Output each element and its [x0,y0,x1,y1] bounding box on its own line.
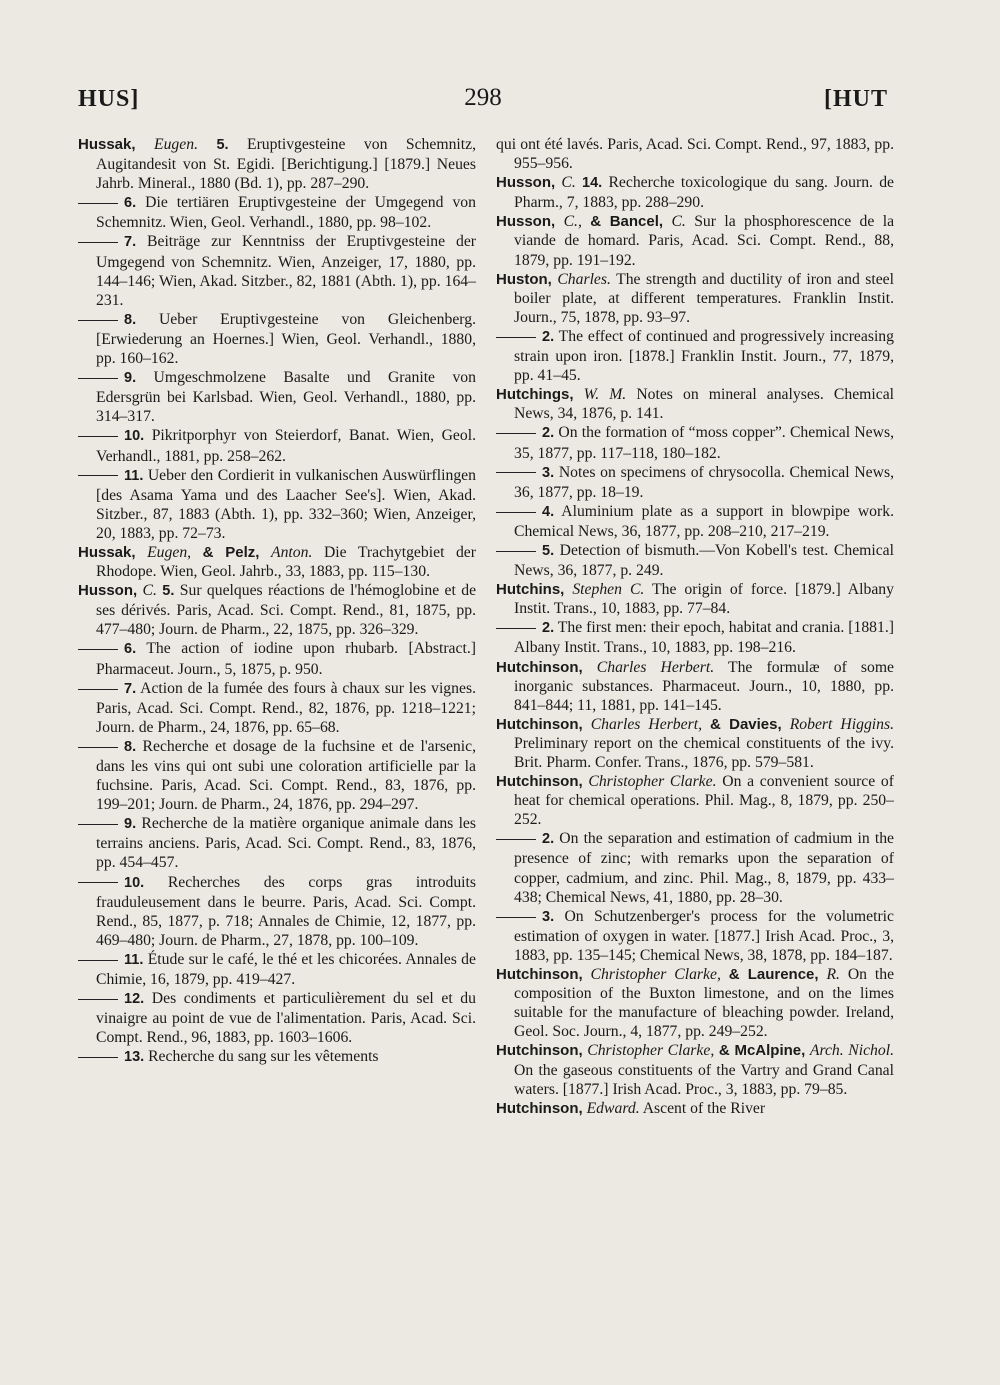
bibliography-subentry [78,989,476,1047]
entry-number: 14. [582,175,603,192]
author-surname: Husson, [496,213,556,231]
bibliography-entry [496,772,894,829]
author-surname: Hutchinson, [496,966,583,984]
bibliography-entry [496,715,894,772]
bibliography-subentry [78,466,476,543]
bibliography-entry [496,385,894,423]
ditto-dash [496,472,536,473]
author-given-name: Eugen, [147,543,192,561]
page-header [78,86,888,116]
author-surname: Hutchinson, [496,715,583,733]
author-surname: Hutchinson, [496,1042,583,1060]
entry-text: On the separation and estimation of cadmium in the presence of zinc; with remarks upon the separation of copper, cadmium, and zinc. Phil. Mag., 8, 1879, pp. 433–438; Chemical News, 41, 1880, pp. 28–30. [514,830,895,906]
entry-number: 10. [124,428,145,445]
author-given-name: Eugen. [154,136,198,153]
entry-text: Recherche du sang sur les vêtements [148,1048,379,1066]
entry-text: Recherche de la matière organique animale dans les terrains anciens. Paris, Acad. Sci. Compt. Rend., 83, 1876, pp. 454–457. [96,815,476,872]
ditto-dash [78,649,118,650]
ditto-dash [78,1057,118,1058]
author-given-name: C., [563,213,582,231]
ditto-dash [78,882,118,883]
bibliography-subentry [496,618,894,657]
author-given-name: Charles. [557,270,611,288]
entry-text: On the gaseous constituents of the Vartry and Grand Canal waters. [1877.] Irish Acad. Proc., 3, 1883, pp. 79–85. [514,1061,894,1098]
ditto-dash [78,747,118,748]
ditto-dash [496,839,536,840]
entry-number: 6. [124,195,137,212]
bibliography-continuation [496,135,894,173]
entry-text: On a convenient source of heat for chemical operations. Phil. Mag., 8, 1879, pp. 250–252. [514,773,894,829]
entry-number: 12. [124,991,145,1008]
entry-text: Action de la fumée des fours à chaux sur les vignes. Paris, Acad. Sci. Compt. Rend., 82, 1876, pp. 1218–1221; Journ. de Pharm., 24, 1876, pp. 65–68. [96,679,476,736]
author-surname: Hutchinson, [496,658,583,676]
author-surname: Hussak, [78,543,136,561]
entry-number: 10. [124,874,145,891]
author-surname: Huston, [496,270,552,288]
author-surname: Husson, [78,582,138,600]
bibliography-subentry [496,541,894,580]
bibliography-subentry [78,310,476,368]
entry-text: Étude sur le café, le thé et les chicorées. Annales de Chimie, 16, 1879, pp. 419–427. [96,950,476,989]
coauthor-surname: & McAlpine, [718,1042,806,1060]
author-surname: Hutchings, [496,386,574,404]
author-given-name: Christopher Clarke. [588,773,717,791]
bibliography-subentry [78,193,476,232]
bibliography-entry [78,135,476,193]
bibliography-subentry [78,737,476,814]
entry-number: 2. [542,620,555,637]
ditto-dash [496,512,536,513]
coauthor-surname: & Laurence, [728,966,819,984]
entry-text: The formulæ of some inorganic substances. Pharmaceut. Journ., 10, 1880, pp. 841–844; 11, 1881, pp. 141–145. [514,658,895,714]
entry-number: 11. [124,467,144,484]
bibliography-subentry [78,426,476,465]
coauthor-given-name: C. [671,213,686,231]
entry-number: 8. [124,311,137,328]
bibliography-subentry [78,639,476,678]
author-surname: Hutchinson, [496,773,583,791]
entry-number: 6. [124,641,137,658]
entry-text: Notes on specimens of chrysocolla. Chemical News, 36, 1877, pp. 18–19. [514,463,894,501]
entry-number: 13. [124,1049,145,1066]
coauthor-given-name: Arch. Nichol. [809,1042,895,1060]
author-surname: Hussak, [78,136,136,153]
bibliography-entry [496,270,894,327]
bibliography-entry [496,1099,894,1118]
bibliography-subentry [496,829,894,906]
entry-text: Aluminium plate as a support in blowpipe work. Chemical News, 36, 1877, pp. 208–210, 217–219. [514,502,895,540]
bibliography-subentry [78,679,476,737]
bibliography-entry [78,581,476,639]
coauthor-surname: & Pelz, [202,543,260,561]
author-given-name: Stephen C. [572,581,645,599]
bibliography-subentry [496,423,894,462]
entry-text: Die tertiären Eruptivgesteine der Umgegend von Schemnitz. Wien, Geol. Verhandl., 1880, pp. 98–102. [96,194,476,232]
author-given-name: Charles Herbert, [590,715,702,733]
entry-number: 3. [542,908,555,925]
entry-number: 5. [216,137,229,153]
bibliography-subentry [78,873,476,950]
entry-number: 2. [542,328,555,345]
ditto-dash [496,551,536,552]
entry-text: On Schutzenberger's process for the volumetric estimation of oxygen in water. [1877.] Irish Acad. Proc., 3, 1883, pp. 135–145; Chemical News, 38, 1878, pp. 184–187. [514,907,894,964]
entry-number: 9. [124,370,137,387]
ditto-dash [496,433,536,434]
bibliography-subentry [78,950,476,989]
entry-number: 11. [124,951,144,968]
entry-text: Ascent of the River [642,1099,766,1117]
entry-number: 8. [124,738,137,755]
bibliography-subentry [78,814,476,872]
bibliography-subentry [496,463,894,502]
entry-text: Sur la phosphorescence de la viande de homard. Paris, Acad. Sci. Compt. Rend., 88, 1879, pp. 191–192. [514,213,895,269]
author-given-name: Christopher Clarke, [590,966,721,984]
author-surname: Hutchinson, [496,1099,583,1117]
ditto-dash [78,824,118,825]
entry-number: 4. [542,503,555,520]
bibliography-subentry [78,368,476,426]
ditto-dash [78,999,118,1000]
ditto-dash [78,689,118,690]
entry-text: The effect of continued and progressively increasing strain upon iron. [1878.] Franklin Instit. Journ., 77, 1879, pp. 41–45. [514,327,894,385]
author-surname: Husson, [496,174,556,192]
header-left-guide: HUS] [78,86,140,112]
entry-text: Notes on mineral analyses. Chemical News, 34, 1876, p. 141. [514,386,895,423]
bibliography-entry [496,173,894,212]
author-surname: Hutchins, [496,581,565,599]
author-given-name: Charles Herbert. [596,658,715,676]
entry-text: Die Trachytgebiet der Rhodope. Wien, Geol. Jahrb., 33, 1883, pp. 115–130. [96,543,476,581]
ditto-dash [78,436,118,437]
entry-number: 7. [124,680,137,697]
author-given-name: Christopher Clarke, [587,1042,715,1060]
ditto-dash [78,475,118,476]
entry-text: qui ont été lavés. Paris, Acad. Sci. Compt. Rend., 97, 1883, pp. 955–956. [496,136,894,173]
entry-text: Sur quelques réactions de l'hémoglobine et de ses dérivés. Paris, Acad. Sci. Compt. Rend., 81, 1875, pp. 477–480; Journ. de Pharm., 22, 1875, pp. 326–329. [96,582,477,639]
entry-text: Preliminary report on the chemical constituents of the ivy. Brit. Pharm. Confer. Trans., 1876, pp. 579–581. [514,734,894,771]
entry-text: Detection of bismuth.—Von Kobell's test. Chemical News, 36, 1877, p. 249. [514,541,895,580]
entry-text: Pikritporphyr von Steierdorf, Banat. Wien, Geol. Verhandl., 1881, pp. 258–262. [96,427,476,465]
bibliography-entry [496,965,894,1041]
coauthor-given-name: Anton. [271,543,313,561]
coauthor-surname: & Bancel, [590,213,664,231]
ditto-dash [78,203,118,204]
entry-text: The origin of force. [1879.] Albany Instit. Trans., 10, 1883, pp. 77–84. [514,581,894,618]
entry-text: Ueber den Cordierit in vulkanischen Auswürflingen [des Asama Yama und des Laacher See's]. Wien, Akad. Sitzber., 87, 1883 (Abth. 1), pp. 332–360; Wien, Anzeiger, 20, 1883, pp. 72–73. [96,466,476,542]
bibliography-entry [496,212,894,269]
entry-text: On the formation of “moss copper”. Chemical News, 35, 1877, pp. 117–118, 180–182. [514,424,894,462]
entry-text: The action of iodine upon rhubarb. [Abstract.] Pharmaceut. Journ., 5, 1875, p. 950. [96,640,476,678]
entry-number: 5. [542,542,555,559]
right-column [496,135,894,1118]
entry-text: The first men: their epoch, habitat and crania. [1881.] Albany Instit. Trans., 10, 1883, pp. 198–216. [514,619,894,657]
entry-text: On the composition of the Buxton limestone, and on the limes suitable for the manufacture of bleaching powder. Ireland, Geol. Soc. Journ., 4, 1877, pp. 249–252. [514,966,895,1041]
author-given-name: Edward. [586,1099,640,1117]
entry-text: Ueber Eruptivgesteine von Gleichenberg. [Erwiederung an Hoernes.] Wien, Geol. Verhandl., 1880, pp. 160–162. [96,310,476,368]
left-column [78,135,476,1068]
entry-text: Des condiments et particulièrement du sel et du vinaigre au point de vue de l'alimentation. Paris, Acad. Sci. Compt. Rend., 96, 1883, pp. 1603–1606. [96,990,476,1047]
header-right-guide: [HUT [824,86,888,112]
ditto-dash [78,378,118,379]
page-number: 298 [464,84,502,111]
entry-text: Beiträge zur Kenntniss der Eruptivgesteine der Umgegend von Schemnitz. Wien, Anzeiger, 17, 1880, pp. 144–146; Wien, Akad. Sitzber., 82, 1881 (Abth. 1), pp. 164–231. [96,233,477,309]
entry-text: Eruptivgesteine von Schemnitz, Augitandesit von St. Egidi. [Berichtigung.] [1879.] Neues Jahrb. Mineral., 1880 (Bd. 1), pp. 287–290. [96,136,477,193]
entry-number: 3. [542,464,555,481]
entry-number: 9. [124,816,137,833]
ditto-dash [78,320,118,321]
bibliography-entry [78,543,476,581]
author-given-name: C. [142,582,157,600]
entry-number: 2. [542,831,555,848]
ditto-dash [496,917,536,918]
bibliography-entry [496,1041,894,1098]
bibliography-entry [496,658,894,715]
bibliography-subentry [78,232,476,309]
bibliography-subentry [496,502,894,541]
bibliography-subentry [78,1047,476,1067]
entry-number: 7. [124,234,137,251]
coauthor-surname: & Davies, [710,715,782,733]
ditto-dash [496,628,536,629]
coauthor-given-name: Robert Higgins. [789,715,895,733]
entry-text: Umgeschmolzene Basalte und Granite von Edersgrün bei Karlsbad. Wien, Geol. Verhandl., 1880, pp. 314–317. [96,369,476,426]
entry-text: The strength and ductility of iron and steel boiler plate, at different temperatures. Franklin Instit. Journ., 75, 1878, pp. 93–97. [514,270,895,326]
coauthor-given-name: R. [826,966,840,984]
entry-number: 5. [162,583,175,600]
entry-text: Recherche toxicologique du sang. Journ. de Pharm., 7, 1883, pp. 288–290. [514,174,895,212]
entry-text: Recherches des corps gras introduits frauduleusement dans le beurre. Paris, Acad. Sci. Compt. Rend., 85, 1877, p. 718; Annales de Chimie, 12, 1877, pp. 469–480; Journ. de Pharm., 27, 1878, pp. 100–109. [96,873,476,949]
bibliography-subentry [496,327,894,385]
ditto-dash [496,337,536,338]
bibliography-entry [496,580,894,618]
ditto-dash [78,242,118,243]
author-given-name: W. M. [583,386,627,404]
entry-text: Recherche et dosage de la fuchsine et de l'arsenic, dans les vins qui ont subi une coloration artificielle par la fuchsine. Paris, Acad. Sci. Compt. Rend., 83, 1876, pp. 199–201; Journ. de Pharm., 24, 1876, pp. 294–297. [96,737,477,814]
author-given-name: C. [561,174,576,192]
ditto-dash [78,960,118,961]
bibliography-subentry [496,907,894,965]
entry-number: 2. [542,425,555,442]
